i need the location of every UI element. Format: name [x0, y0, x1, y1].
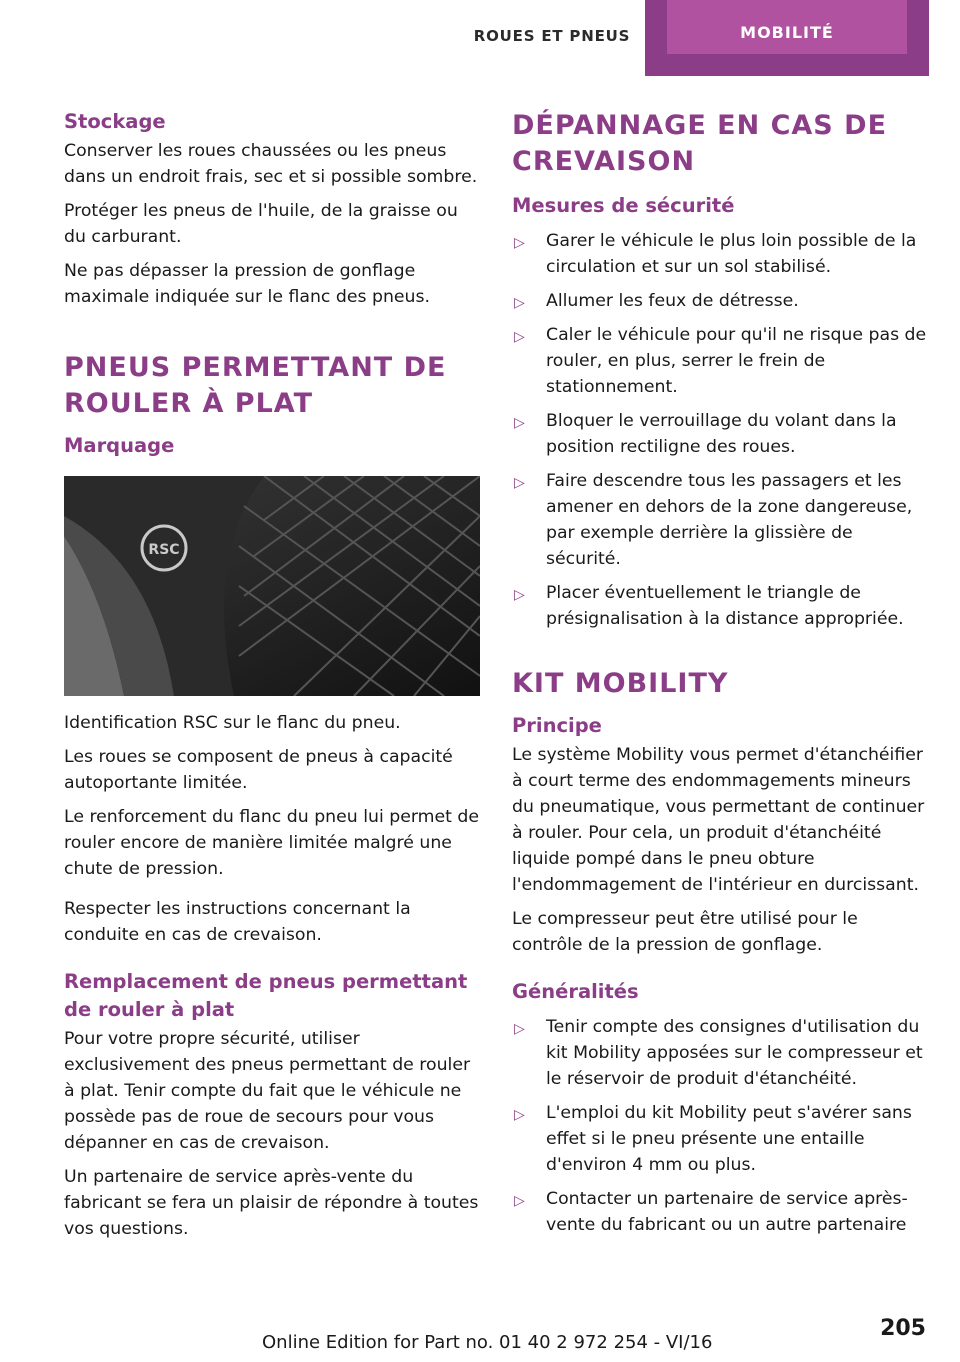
- chapter-tab-label: MOBILITÉ: [667, 0, 907, 54]
- footer: [0, 1316, 960, 1356]
- triangle-bullet-icon: ▷: [514, 415, 525, 431]
- page-number: 205: [880, 1316, 926, 1341]
- list-item: ▷ Placer éventuellement le triangle de présignalisation à la distance appropriée.: [514, 583, 904, 629]
- heading-remplacement: Remplacement de pneus permettant de rouler à plat: [64, 970, 468, 1021]
- section-title: ROUES ET PNEUS: [473, 27, 631, 45]
- left-column: [64, 108, 480, 1250]
- heading-principe: Principe: [512, 714, 602, 737]
- heading-stockage: Stockage: [64, 110, 166, 133]
- triangle-bullet-icon: ▷: [514, 1021, 525, 1037]
- tire-image: [64, 476, 480, 696]
- heading-mesures: Mesures de sécurité: [512, 194, 735, 217]
- triangle-bullet-icon: ▷: [514, 329, 525, 345]
- caption: Identification RSC sur le flanc du pneu.: [64, 713, 401, 733]
- list-item: ▷ Faire descendre tous les passagers et les amener en dehors de la zone dangereuse, par exemple derrière la glissière de sécurité.: [514, 471, 913, 569]
- edition-line: Online Edition for Part no. 01 40 2 972 254 - VI/16: [262, 1332, 713, 1353]
- paragraph: Le système Mobility vous permet d'étanchéifier à court terme des endommagements mineurs du pneumatique, vous permettant de continuer à rouler. Pour cela, un produit d'étanchéité liquide pompé dans le pneu obture l'endommagement de l'intérieur en durcissant.: [512, 745, 925, 895]
- list-item: ▷ Tenir compte des consignes d'utilisation du kit Mobility apposées sur le compresseur et le réservoir de produit d'étanchéité.: [514, 1017, 923, 1089]
- paragraph: Le compresseur peut être utilisé pour le contrôle de la pression de gonflage.: [512, 909, 858, 955]
- heading-generalites: Généralités: [512, 980, 639, 1003]
- paragraph: Respecter les instructions concernant la conduite en cas de crevaison.: [64, 899, 411, 945]
- right-column: [512, 108, 930, 1246]
- list-item: ▷ Bloquer le verrouillage du volant dans la position rectiligne des roues.: [514, 411, 897, 457]
- general-list: [512, 1014, 930, 1238]
- paragraph: Protéger les pneus de l'huile, de la graisse ou du carburant.: [64, 201, 458, 247]
- paragraph: Les roues se composent de pneus à capacité autoportante limitée.: [64, 747, 453, 793]
- chapter-tab: [645, 0, 929, 76]
- paragraph: Pour votre propre sécurité, utiliser exclusivement des pneus permettant de rouler à plat. Tenir compte du fait que le véhicule ne possède pas de roue de secours pour vous dépanner en cas de crevaison.: [64, 1029, 471, 1153]
- paragraph: Conserver les roues chaussées ou les pneus dans un endroit frais, sec et si possible sombre.: [64, 141, 478, 187]
- paragraph: Le renforcement du flanc du pneu lui permet de rouler encore de manière limitée malgré une chute de pression.: [64, 807, 480, 879]
- triangle-bullet-icon: ▷: [514, 475, 525, 491]
- list-item: ▷ Allumer les feux de détresse.: [512, 288, 930, 314]
- paragraph: Ne pas dépasser la pression de gonflage maximale indiquée sur le flanc des pneus.: [64, 261, 431, 307]
- rsc-mark: RSC: [148, 542, 180, 558]
- list-item: ▷ Caler le véhicule pour qu'il ne risque pas de rouler, en plus, serrer le frein de stationnement.: [514, 325, 927, 397]
- heading-depannage: DÉPANNAGE EN CAS DE CREVAISON: [512, 110, 888, 177]
- heading-marquage: Marquage: [64, 434, 175, 457]
- safety-list: [512, 228, 930, 632]
- triangle-bullet-icon: ▷: [514, 1193, 525, 1209]
- list-item: ▷ Garer le véhicule le plus loin possible de la circulation et sur un sol stabilisé.: [514, 231, 917, 277]
- triangle-bullet-icon: ▷: [514, 587, 525, 603]
- list-item: ▷ L'emploi du kit Mobility peut s'avérer sans effet si le pneu présente une entaille d'environ 4 mm ou plus.: [514, 1103, 912, 1175]
- triangle-bullet-icon: ▷: [514, 235, 525, 251]
- heading-kit-mobility: KIT MOBILITY: [512, 668, 729, 699]
- triangle-bullet-icon: ▷: [514, 1107, 525, 1123]
- heading-rsc: PNEUS PERMETTANT DE ROULER À PLAT: [64, 352, 447, 419]
- triangle-bullet-icon: ▷: [514, 295, 525, 311]
- list-item: ▷ Contacter un partenaire de service après-vente du fabricant ou un autre partenaire: [514, 1189, 908, 1235]
- paragraph: Un partenaire de service après-vente du fabricant se fera un plaisir de répondre à toutes vos questions.: [64, 1167, 479, 1239]
